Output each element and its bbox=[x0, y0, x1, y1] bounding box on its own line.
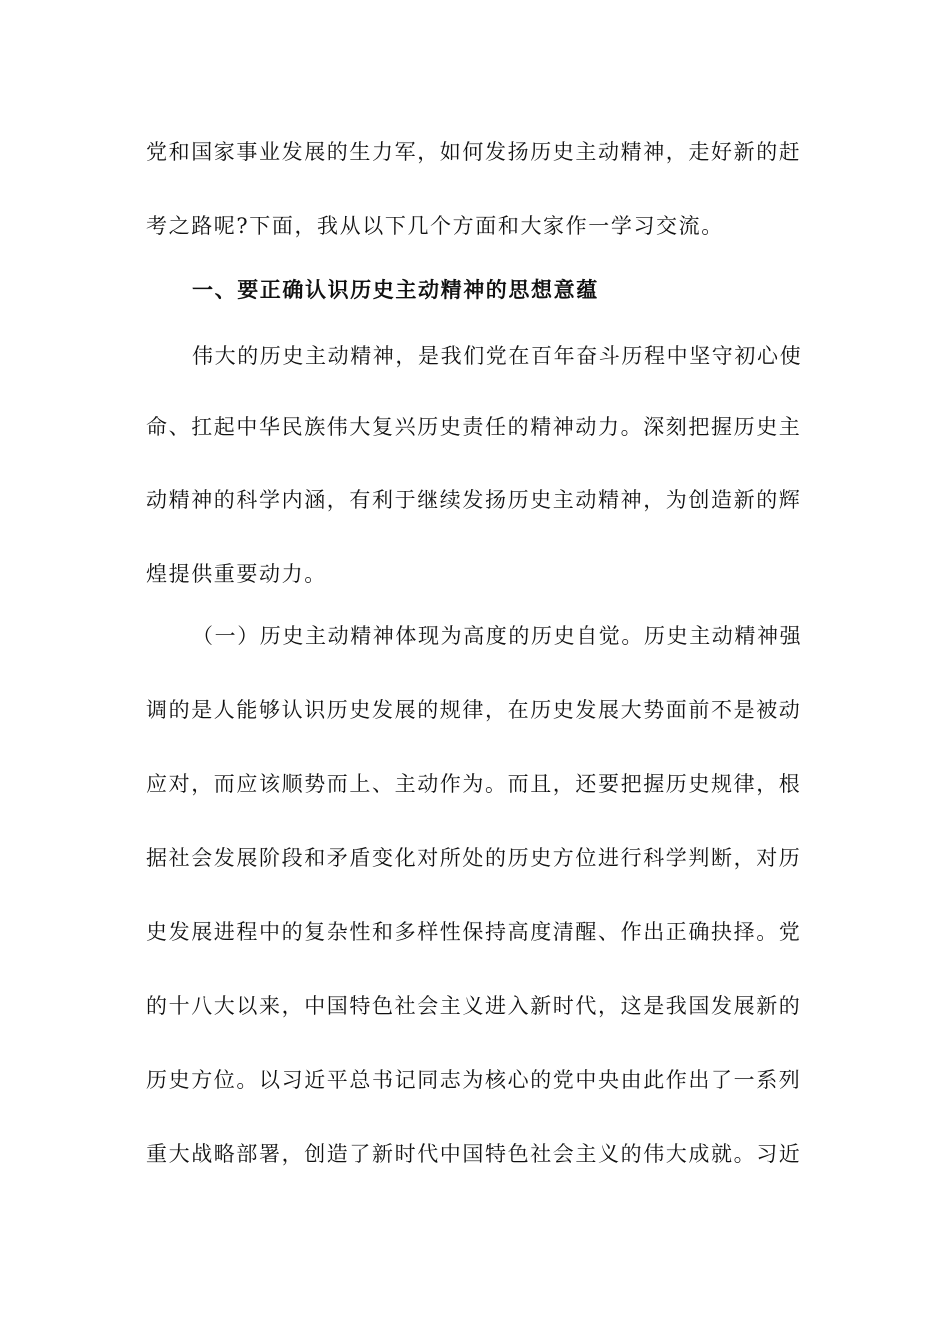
text-line: 命、扛起中华民族伟大复兴历史责任的精神动力。深刻把握历史主 bbox=[146, 415, 802, 439]
text-line: 据社会发展阶段和矛盾变化对所处的历史方位进行科学判断，对历 bbox=[146, 846, 802, 870]
text-line: 重大战略部署，创造了新时代中国特色社会主义的伟大成就。习近 bbox=[146, 1142, 802, 1166]
text-line: 史发展进程中的复杂性和多样性保持高度清醒、作出正确抉择。党 bbox=[146, 920, 802, 944]
text-line: 的十八大以来，中国特色社会主义进入新时代，这是我国发展新的 bbox=[146, 994, 802, 1018]
paragraph-first-line: 伟大的历史主动精神，是我们党在百年奋斗历程中坚守初心使 bbox=[192, 344, 803, 368]
text-line: 应对，而应该顺势而上、主动作为。而且，还要把握历史规律，根 bbox=[146, 772, 802, 796]
section-heading: 一、要正确认识历史主动精神的思想意蕴 bbox=[192, 277, 599, 302]
text-line: 历史方位。以习近平总书记同志为核心的党中央由此作出了一系列 bbox=[146, 1068, 802, 1092]
text-line: 党和国家事业发展的生力军，如何发扬历史主动精神，走好新的赶 bbox=[146, 140, 802, 164]
subsection-first-line: （一）历史主动精神体现为高度的历史自觉。历史主动精神强 bbox=[192, 624, 803, 648]
text-line: 动精神的科学内涵，有利于继续发扬历史主动精神，为创造新的辉 bbox=[146, 488, 802, 512]
text-line: 煌提供重要动力。 bbox=[146, 562, 327, 586]
text-line: 调的是人能够认识历史发展的规律，在历史发展大势面前不是被动 bbox=[146, 698, 802, 722]
text-line: 考之路呢?下面，我从以下几个方面和大家作一学习交流。 bbox=[146, 214, 724, 238]
